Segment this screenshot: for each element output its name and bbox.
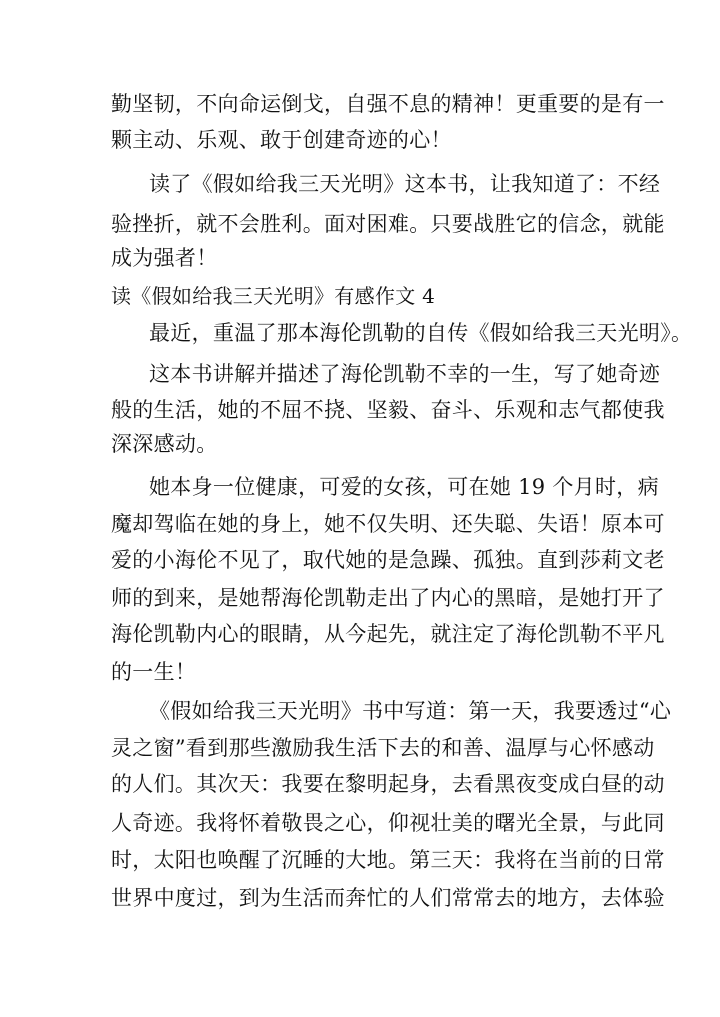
section-heading: 读《假如给我三天光明》有感作文 4	[111, 284, 436, 308]
text-line: 的一生！	[111, 660, 197, 684]
text-line: 颗主动、乐观、敢于创建奇迹的心！	[111, 128, 452, 152]
text-line: 成为强者！	[111, 246, 218, 270]
text-line: 的人们。其次天：我要在黎明起身，去看黑夜变成白昼的动	[111, 772, 665, 796]
text-line: 师的到来，是她帮海伦凯勒走出了内心的黑暗，是她打开了	[111, 586, 665, 610]
text-line: 魔却驾临在她的身上，她不仅失明、还失聪、失语！原本可	[111, 512, 665, 536]
text-line: 般的生活，她的不屈不挠、坚毅、奋斗、乐观和志气都使我	[111, 398, 665, 422]
text-line: 时，太阳也唤醒了沉睡的大地。第三天：我将在当前的日常	[111, 848, 665, 872]
text-line: 她本身一位健康，可爱的女孩，可在她 19 个月时，病	[149, 475, 659, 499]
text-line: 海伦凯勒内心的眼睛，从今起先，就注定了海伦凯勒不平凡	[111, 622, 665, 646]
text-line: 《假如给我三天光明》书中写道：第一天，我要透过“心	[149, 699, 672, 723]
text-line: 勤坚韧，不向命运倒戈，自强不息的精神！更重要的是有一	[111, 92, 665, 116]
text-line: 深深感动。	[111, 432, 218, 456]
text-line: 灵之窗”看到那些激励我生活下去的和善、温厚与心怀感动	[111, 736, 655, 760]
text-line: 世界中度过，到为生活而奔忙的人们常常去的地方，去体验	[111, 886, 665, 910]
text-line: 最近，重温了那本海伦凯勒的自传《假如给我三天光明》。	[149, 321, 693, 345]
text-line: 验挫折，就不会胜利。面对困难。只要战胜它的信念，就能	[111, 212, 665, 236]
text-line: 爱的小海伦不见了，取代她的是急躁、孤独。直到莎莉文老	[111, 548, 665, 572]
text-line: 人奇迹。我将怀着敬畏之心，仰视壮美的曙光全景，与此同	[111, 811, 665, 835]
text-line: 读了《假如给我三天光明》这本书，让我知道了：不经	[149, 172, 661, 196]
text-line: 这本书讲解并描述了海伦凯勒不幸的一生，写了她奇迹	[149, 362, 661, 386]
